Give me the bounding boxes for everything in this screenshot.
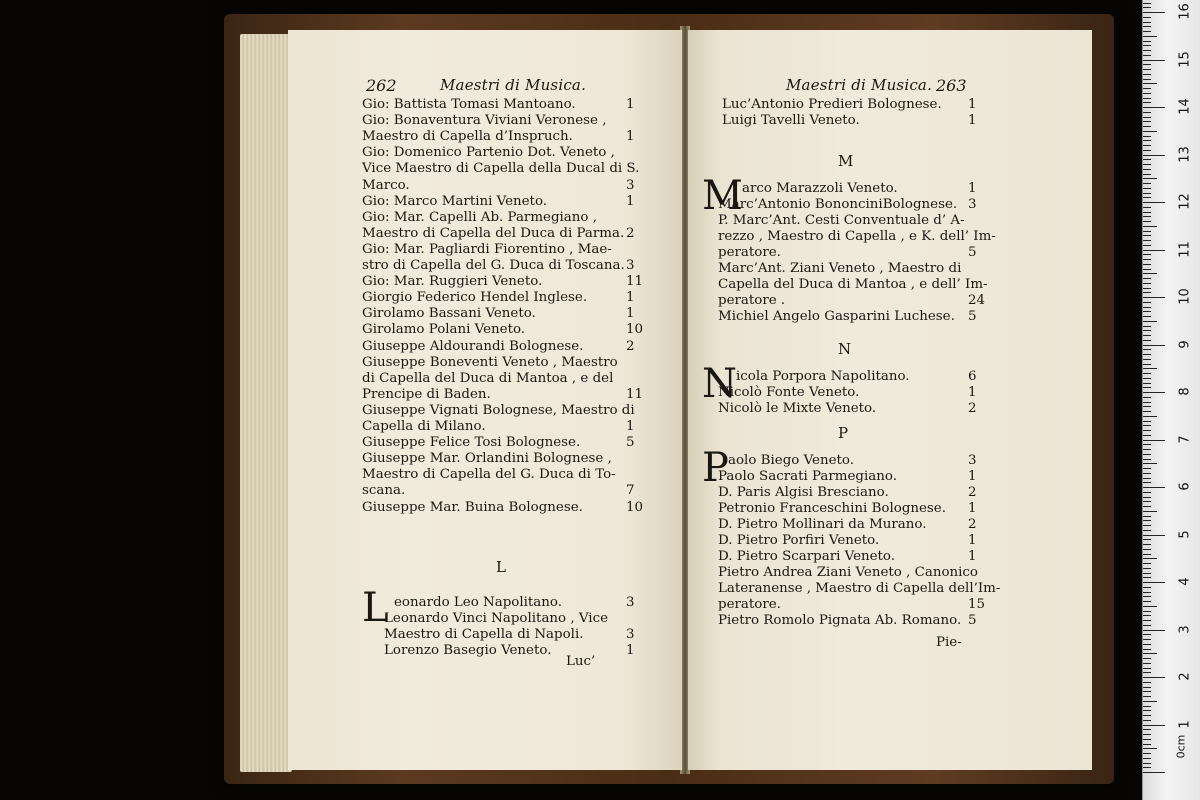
running-head: Maestri di Musica. (786, 76, 933, 94)
ruler-tick (1143, 535, 1165, 536)
entry-text: icola Porpora Napolitano. (736, 369, 910, 384)
entry-count: 7 (626, 483, 635, 499)
ruler-tick (1143, 558, 1157, 559)
ruler-tick (1143, 739, 1151, 740)
ruler-tick (1143, 55, 1151, 56)
ruler-tick (1143, 368, 1157, 369)
ruler-tick (1143, 321, 1157, 322)
ruler-tick (1143, 307, 1151, 308)
ruler-tick (1143, 653, 1157, 654)
entry-text: Marc’Antonio BononciniBolognese. (718, 197, 958, 212)
ruler-number: 9 (1177, 339, 1193, 349)
entry-text: peratore . (718, 293, 786, 308)
ruler-number: 6 (1177, 482, 1193, 491)
ruler-number: 8 (1177, 387, 1193, 396)
ruler-tick (1143, 197, 1151, 198)
ruler-tick (1143, 359, 1151, 360)
entry-text: Gio: Marco Martini Veneto. (362, 193, 548, 209)
ruler-tick (1143, 335, 1151, 336)
ruler-tick (1143, 240, 1151, 241)
ruler-tick (1143, 273, 1157, 274)
entry-count: 1 (968, 501, 977, 516)
entry-text: D. Paris Algisi Bresciano. (718, 485, 889, 500)
right-page (688, 30, 1092, 770)
entry-text: Michiel Angelo Gasparini Luchese. (718, 309, 955, 324)
ruler-tick (1143, 330, 1151, 331)
entry-text: D. Pietro Mollinari da Murano. (718, 517, 927, 532)
page-edges (240, 34, 292, 772)
ruler-tick (1143, 392, 1165, 393)
ruler-tick (1143, 611, 1151, 612)
entry-text: Giuseppe Mar. Orlandini Bolognese , (362, 451, 612, 467)
ruler-tick (1143, 459, 1151, 460)
ruler-tick (1143, 326, 1151, 327)
ruler-tick (1143, 136, 1151, 137)
entry-text: Maestro di Capella del G. Duca di To- (362, 467, 616, 483)
ruler-tick (1143, 250, 1165, 251)
entry-text: Gio: Battista Tomasi Mantoano. (362, 97, 576, 112)
ruler-tick (1143, 487, 1165, 488)
entry-count: 1 (626, 97, 635, 112)
ruler-tick (1143, 402, 1151, 403)
ruler-tick (1143, 387, 1151, 388)
ruler-tick (1143, 634, 1151, 635)
entry-count: 10 (626, 499, 644, 515)
ruler-number: 2 (1177, 672, 1193, 681)
ruler-tick (1143, 292, 1151, 293)
ruler-tick (1143, 744, 1151, 745)
entry-text: Gio: Mar. Pagliardi Fiorentino , Mae- (362, 241, 612, 257)
ruler-tick (1143, 383, 1151, 384)
entry-text: Luc’Antonio Predieri Bolognese. (722, 97, 942, 112)
ruler-tick (1143, 592, 1151, 593)
ruler-tick (1143, 235, 1151, 236)
entry-count: 1 (968, 385, 977, 400)
entry-text: Prencipe di Baden. (362, 386, 491, 402)
ruler-tick (1143, 530, 1151, 531)
entry-text: D. Pietro Porfiri Veneto. (718, 533, 880, 548)
section-letter: L (496, 558, 507, 576)
ruler-tick (1143, 50, 1151, 51)
ruler-tick (1143, 102, 1151, 103)
ruler-tick (1143, 283, 1151, 284)
ruler-number: 4 (1177, 577, 1193, 586)
ruler-tick (1143, 302, 1151, 303)
drop-cap-m: M (702, 173, 743, 219)
entry-count: 1 (626, 290, 635, 306)
entry-count: 11 (626, 274, 644, 290)
ruler-tick (1143, 140, 1151, 141)
entry-text: di Capella del Duca di Mantoa , e del (362, 370, 614, 386)
ruler-number: 10 (1177, 288, 1193, 305)
entry-count: 2 (626, 225, 635, 241)
ruler-tick (1143, 440, 1165, 441)
ruler-tick (1143, 715, 1151, 716)
ruler-tick (1143, 69, 1151, 70)
ruler-tick (1143, 7, 1151, 8)
ruler-tick (1143, 83, 1157, 84)
entry-text: rezzo , Maestro di Capella , e K. dell’ Im- (718, 229, 996, 244)
ruler-tick (1143, 60, 1165, 61)
entry-text: Giuseppe Vignati Bolognese, Maestro di (362, 402, 635, 418)
entry-text: Giuseppe Felice Tosi Bolognese. (362, 435, 581, 451)
ruler-number: 15 (1177, 50, 1193, 68)
entry-text: Maestro di Capella del Duca di Parma. (362, 225, 625, 241)
ruler-tick (1143, 449, 1151, 450)
ruler-tick (1143, 468, 1151, 469)
entry-text: Paolo Sacrati Parmegiano. (718, 469, 897, 484)
ruler-tick (1143, 668, 1151, 669)
entry-text: D. Pietro Scarpari Veneto. (718, 549, 896, 564)
ruler-tick (1143, 188, 1151, 189)
ruler-tick (1143, 425, 1151, 426)
left-page (288, 30, 682, 770)
ruler-tick (1143, 45, 1151, 46)
ruler-tick (1143, 516, 1151, 517)
entry-count: 5 (968, 309, 977, 324)
entry-text: Gio: Mar. Capelli Ab. Parmegiano , (362, 209, 597, 225)
ruler-tick (1143, 254, 1151, 255)
ruler-tick (1143, 373, 1151, 374)
ruler-tick (1143, 164, 1151, 165)
entry-text: Maestro di Capella di Napoli. (384, 627, 584, 642)
entry-count: 10 (626, 322, 644, 338)
entry-count: 24 (968, 293, 986, 308)
entry-text: stro di Capella del G. Duca di Toscana. (362, 258, 625, 273)
ruler-tick (1143, 482, 1151, 483)
ruler-tick (1143, 687, 1151, 688)
ruler-tick (1143, 74, 1151, 75)
ruler-tick (1143, 364, 1151, 365)
entry-text: Giuseppe Mar. Buina Bolognese. (362, 499, 583, 515)
entry-text: Lateranense , Maestro di Capella dell’Im- (718, 581, 1001, 596)
entry-count: 3 (626, 258, 635, 273)
ruler-tick (1143, 772, 1165, 773)
entry-count: 1 (968, 113, 977, 128)
ruler-tick (1143, 340, 1151, 341)
ruler-tick (1143, 155, 1165, 156)
ruler-tick (1143, 397, 1151, 398)
drop-cap-n: N (702, 361, 737, 407)
catchword: Luc’ (566, 654, 596, 669)
ruler-tick (1143, 3, 1151, 4)
ruler-tick (1143, 378, 1151, 379)
ruler-tick (1143, 36, 1157, 37)
ruler-number: 11 (1177, 240, 1193, 258)
ruler-tick (1143, 79, 1151, 80)
ruler-tick (1143, 649, 1151, 650)
ruler-unit-label: 0cm (1174, 734, 1188, 759)
ruler-tick (1143, 231, 1151, 232)
ruler-tick (1143, 41, 1151, 42)
ruler-tick (1143, 506, 1151, 507)
entry-text: Nicolò le Mixte Veneto. (718, 401, 877, 416)
ruler-tick (1143, 98, 1151, 99)
entry-count: 3 (626, 177, 635, 193)
ruler-tick (1143, 64, 1151, 65)
ruler-tick (1143, 178, 1157, 179)
ruler-tick (1143, 202, 1165, 203)
entry-text: scana. (362, 483, 406, 499)
entry-text: Girolamo Polani Veneto. (362, 322, 526, 338)
ruler-tick (1143, 269, 1151, 270)
ruler-tick (1143, 478, 1151, 479)
ruler-tick (1143, 131, 1157, 132)
entry-count: 2 (968, 485, 977, 500)
ruler-tick (1143, 587, 1151, 588)
page-number: 263 (936, 76, 967, 95)
ruler-tick (1143, 245, 1151, 246)
entry-count: 3 (968, 453, 977, 468)
ruler-tick (1143, 22, 1151, 23)
entry-text: Gio: Mar. Ruggieri Veneto. (362, 274, 543, 290)
entry-text: Marco. (362, 177, 410, 193)
entry-count: 2 (626, 338, 635, 354)
ruler-tick (1143, 26, 1151, 27)
ruler-tick (1143, 174, 1151, 175)
ruler-tick (1143, 159, 1151, 160)
entry-text: Capella di Milano. (362, 419, 486, 434)
entry-count: 1 (626, 193, 635, 209)
entry-count: 11 (626, 386, 644, 402)
ruler-tick (1143, 549, 1151, 550)
ruler-tick (1143, 416, 1157, 417)
ruler-number: 12 (1177, 193, 1193, 210)
entry-count: 3 (968, 197, 977, 212)
section-letter-n: N (838, 340, 853, 358)
entry-text: eonardo Leo Napolitano. (394, 595, 562, 610)
ruler-tick (1143, 691, 1151, 692)
ruler-tick (1143, 463, 1157, 464)
ruler-tick (1143, 150, 1151, 151)
ruler-tick (1143, 720, 1151, 721)
entry-text: Giorgio Federico Hendel Inglese. (362, 290, 588, 306)
ruler-tick (1143, 411, 1151, 412)
ruler-tick (1143, 207, 1151, 208)
running-head: Maestri di Musica. (440, 76, 587, 94)
ruler-tick (1143, 501, 1151, 502)
entry-text: Leonardo Vinci Napolitano , Vice (384, 611, 609, 626)
ruler-tick (1143, 767, 1151, 768)
entry-text: Gio: Domenico Partenio Dot. Veneto , (362, 145, 615, 161)
ruler-tick (1143, 421, 1151, 422)
ruler-tick (1143, 17, 1151, 18)
ruler-tick (1143, 169, 1151, 170)
ruler-tick (1143, 126, 1151, 127)
ruler-tick (1143, 706, 1151, 707)
entry-count: 1 (968, 469, 977, 484)
ruler-tick (1143, 710, 1151, 711)
ruler-number: 13 (1177, 145, 1193, 163)
ruler-tick (1143, 497, 1151, 498)
entry-count: 5 (626, 435, 635, 451)
entry-text: Marc’Ant. Ziani Veneto , Maestro di (718, 261, 962, 276)
ruler-tick (1143, 620, 1151, 621)
entry-text: aolo Biego Veneto. (728, 453, 854, 468)
entry-text: peratore. (718, 245, 781, 260)
ruler-number: 1 (1177, 719, 1193, 729)
ruler-tick (1143, 288, 1151, 289)
ruler-tick (1143, 145, 1151, 146)
ruler-number: 3 (1177, 624, 1193, 634)
entry-text: Pietro Romolo Pignata Ab. Romano. (718, 613, 962, 628)
ruler-tick (1143, 582, 1165, 583)
ruler-tick (1143, 520, 1151, 521)
ruler-tick (1143, 763, 1151, 764)
ruler-tick (1143, 758, 1151, 759)
ruler-tick (1143, 430, 1151, 431)
entry-text: Lorenzo Basegio Veneto. (384, 643, 552, 658)
entry-count: 15 (968, 597, 986, 612)
entry-count: 1 (626, 129, 635, 145)
ruler-tick (1143, 511, 1157, 512)
section-letter-p: P (838, 424, 850, 442)
ruler-tick (1143, 88, 1151, 89)
ruler-tick (1143, 615, 1151, 616)
ruler-tick (1143, 349, 1151, 350)
ruler-tick (1143, 278, 1151, 279)
ruler-tick (1143, 31, 1151, 32)
entry-count: 1 (626, 419, 635, 434)
ruler-tick (1143, 601, 1151, 602)
drop-cap-p: P (702, 445, 729, 491)
ruler-tick (1143, 729, 1151, 730)
ruler-tick (1143, 554, 1151, 555)
ruler-tick (1143, 568, 1151, 569)
ruler-tick (1143, 748, 1157, 749)
entry-count: 1 (626, 643, 635, 658)
ruler-tick (1143, 606, 1157, 607)
entry-text: Nicolò Fonte Veneto. (718, 385, 860, 400)
ruler-tick (1143, 216, 1151, 217)
entry-count: 3 (626, 627, 635, 642)
ruler-tick (1143, 644, 1151, 645)
section-letter-m: M (838, 152, 855, 170)
entry-count: 1 (626, 306, 635, 322)
entry-count: 1 (968, 181, 977, 196)
ruler-tick (1143, 93, 1151, 94)
entry-text: Girolamo Bassani Veneto. (362, 306, 536, 322)
ruler-tick (1143, 259, 1151, 260)
ruler-tick (1143, 107, 1165, 108)
entry-text: Pietro Andrea Ziani Veneto , Canonico (718, 565, 978, 580)
ruler-tick (1143, 112, 1151, 113)
entry-text: peratore. (718, 597, 781, 612)
ruler-tick (1143, 454, 1151, 455)
ruler-tick (1143, 539, 1151, 540)
ruler-tick (1143, 444, 1151, 445)
ruler-tick (1143, 212, 1151, 213)
entry-count: 1 (968, 533, 977, 548)
ruler-tick (1143, 701, 1157, 702)
ruler-number: 7 (1177, 434, 1193, 444)
ruler-tick (1143, 221, 1151, 222)
entry-text: Vice Maestro di Capella della Ducal di S. (362, 161, 640, 177)
ruler-tick (1143, 682, 1151, 683)
ruler-tick (1143, 696, 1151, 697)
catchword: Pie- (936, 635, 962, 650)
ruler-tick (1143, 473, 1151, 474)
ruler-tick (1143, 183, 1151, 184)
entry-count: 5 (968, 245, 977, 260)
ruler-tick (1143, 625, 1151, 626)
entry-text: Maestro di Capella d’Inspruch. (362, 129, 573, 145)
ruler-tick (1143, 596, 1151, 597)
entry-count: 3 (626, 595, 635, 610)
ruler-tick (1143, 725, 1165, 726)
entry-text: Giuseppe Aldourandi Bolognese. (362, 338, 584, 354)
ruler-tick (1143, 121, 1151, 122)
ruler-tick (1143, 563, 1151, 564)
ruler-tick (1143, 544, 1151, 545)
ruler-tick (1143, 672, 1151, 673)
entry-count: 5 (968, 613, 977, 628)
ruler-tick (1143, 264, 1151, 265)
ruler-tick (1143, 639, 1151, 640)
ruler-number: 5 (1177, 529, 1193, 539)
ruler-tick (1143, 311, 1151, 312)
ruler-tick (1143, 753, 1151, 754)
ruler-tick (1143, 573, 1151, 574)
entry-text: Capella del Duca di Mantoa , e dell’ Im- (718, 277, 988, 292)
entry-count: 2 (968, 517, 977, 532)
ruler-tick (1143, 193, 1151, 194)
measurement-ruler (1142, 0, 1200, 800)
entry-text: P. Marc’Ant. Cesti Conventuale d’ A- (718, 213, 965, 228)
ruler-tick (1143, 663, 1151, 664)
ruler-tick (1143, 677, 1165, 678)
ruler-tick (1143, 406, 1151, 407)
ruler-tick (1143, 345, 1165, 346)
ruler-tick (1143, 630, 1165, 631)
ruler-tick (1143, 658, 1151, 659)
entry-text: Luigi Tavelli Veneto. (722, 113, 860, 128)
ruler-tick (1143, 435, 1151, 436)
entry-text: Giuseppe Boneventi Veneto , Maestro (362, 354, 618, 370)
ruler-number: 16 (1177, 3, 1193, 20)
ruler-tick (1143, 492, 1151, 493)
ruler-tick (1143, 297, 1165, 298)
entry-count: 6 (968, 369, 977, 384)
ruler-tick (1143, 525, 1151, 526)
entry-count: 2 (968, 401, 977, 416)
ruler-tick (1143, 577, 1151, 578)
page-number: 262 (366, 76, 397, 95)
ruler-tick (1143, 12, 1165, 13)
ruler-tick (1143, 316, 1151, 317)
ruler-tick (1143, 734, 1151, 735)
entry-count: 1 (968, 549, 977, 564)
ruler-tick (1143, 226, 1157, 227)
entry-text: arco Marazzoli Veneto. (742, 181, 898, 196)
entry-text: Gio: Bonaventura Viviani Veronese , (362, 113, 607, 129)
ruler-tick (1143, 354, 1151, 355)
drop-cap: L (362, 585, 389, 631)
ruler-number: 14 (1177, 98, 1193, 115)
entry-count: 1 (968, 97, 977, 112)
entry-text: Petronio Franceschini Bolognese. (718, 501, 946, 516)
ruler-tick (1143, 117, 1151, 118)
